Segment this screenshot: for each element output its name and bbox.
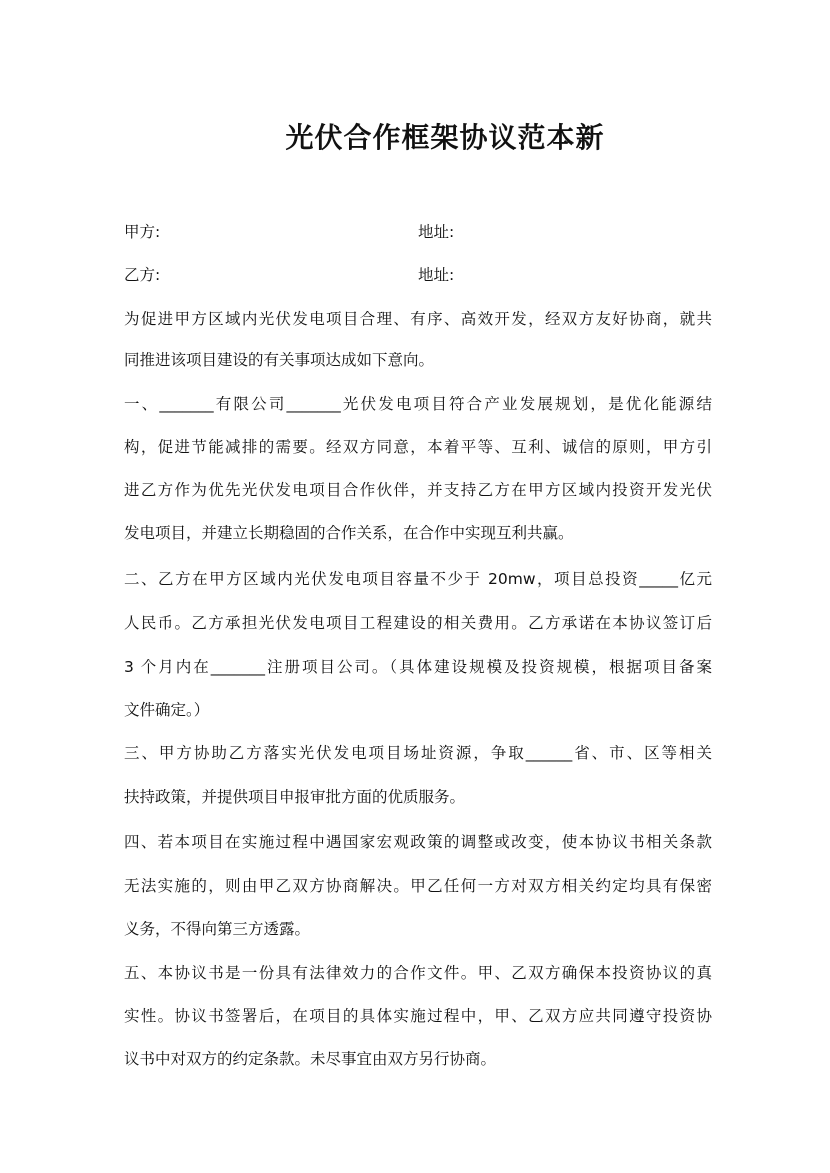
- party-a-address-label: 地址:: [418, 223, 455, 241]
- text-line: 构，促进节能减排的需要。经双方同意，本着平等、互利、诚信的原则，甲方引: [124, 438, 712, 456]
- document-title: 光伏合作框架协议范本新: [285, 121, 605, 154]
- text-line: 实性。协议书签署后，在项目的具体实施过程中，甲、乙双方应共同遵守投资协: [124, 1007, 712, 1025]
- text-line: 五、本协议书是一份具有法律效力的合作文件。甲、乙双方确保本投资协议的真: [124, 964, 712, 982]
- text-line: 义务，不得向第三方透露。: [124, 920, 311, 938]
- text-line: 一、_______有限公司_______光伏发电项目符合产业发展规划，是优化能源结: [124, 395, 712, 413]
- text-line: 三、甲方协助乙方落实光伏发电项目场址资源，争取______省、市、区等相关: [124, 744, 712, 762]
- party-a-label: 甲方:: [124, 223, 161, 241]
- text-line: 3 个月内在_______注册项目公司。（具体建设规模及投资规模，根据项目备案: [124, 658, 712, 676]
- text-line: 进乙方作为优先光伏发电项目合作伙伴，并支持乙方在甲方区域内投资开发光伏: [124, 481, 712, 499]
- text-line: 人民币。乙方承担光伏发电项目工程建设的相关费用。乙方承诺在本协议签订后: [124, 614, 712, 632]
- text-line: 文件确定。）: [124, 701, 210, 719]
- text-line: 为促进甲方区域内光伏发电项目合理、有序、高效开发，经双方友好协商，就共: [124, 310, 712, 328]
- text-line: 二、乙方在甲方区域内光伏发电项目容量不少于 20mw，项目总投资_____亿元: [124, 570, 712, 588]
- text-line: 扶持政策，并提供项目申报审批方面的优质服务。: [124, 788, 466, 806]
- text-line: 发电项目，并建立长期稳固的合作关系，在合作中实现互利共赢。: [124, 524, 574, 542]
- party-b-address-label: 地址:: [418, 266, 455, 284]
- text-line: 无法实施的，则由甲乙双方协商解决。甲乙任何一方对双方相关约定均具有保密: [124, 877, 712, 895]
- party-b-label: 乙方:: [124, 266, 161, 284]
- text-line: 四、若本项目在实施过程中遇国家宏观政策的调整或改变，使本协议书相关条款: [124, 833, 712, 851]
- text-line: 同推进该项目建设的有关事项达成如下意向。: [124, 351, 435, 369]
- text-line: 议书中对双方的约定条款。未尽事宜由双方另行协商。: [124, 1050, 497, 1068]
